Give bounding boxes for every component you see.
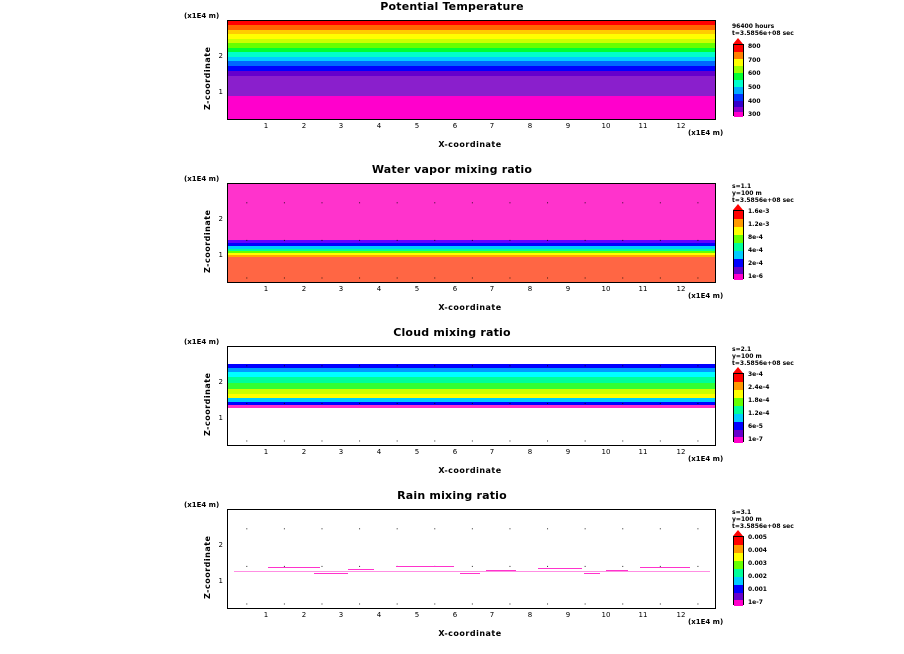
- colorbar-segment: [734, 382, 743, 390]
- y-tick-label: 1: [218, 414, 223, 422]
- x-tick-label: 12: [676, 122, 686, 130]
- plot-area-potential-temperature: [227, 20, 716, 120]
- plot-meta-4: [732, 509, 794, 530]
- colorbar-tick-label: 1.6e-3: [748, 208, 770, 215]
- x-axis-label-1: X-coordinate: [438, 140, 502, 149]
- y-unit-label-2: (x1E4 m): [184, 175, 220, 183]
- y-tick-label: 2: [218, 378, 223, 386]
- colorbar-segment: [734, 80, 743, 87]
- x-tick-label: 8: [527, 448, 533, 456]
- colorbar-2: [733, 210, 744, 279]
- x-tick-label: 1: [263, 611, 269, 619]
- colorbar-tick-label: 1e-7: [748, 599, 763, 606]
- panel-title-water-vapor: Water vapor mixing ratio: [371, 163, 533, 176]
- contour-bands-1: [228, 21, 715, 119]
- x-tick-label: 7: [489, 285, 495, 293]
- y-unit-label-3: (x1E4 m): [184, 338, 220, 346]
- x-axis-label-3: X-coordinate: [438, 466, 502, 475]
- rain-feature-segment: [606, 570, 628, 571]
- colorbar-4: [733, 536, 744, 605]
- x-tick-label: 1: [263, 122, 269, 130]
- x-tick-label: 11: [638, 122, 648, 130]
- colorbar-tick-label: 600: [748, 70, 761, 77]
- x-tick-label: 3: [338, 122, 344, 130]
- plot-area-rain: [227, 509, 716, 609]
- x-tick-label: 7: [489, 122, 495, 130]
- meta-line: t=3.5856e+08 sec: [732, 30, 794, 37]
- colorbar-segment: [734, 45, 743, 52]
- y-unit-label-1: (x1E4 m): [184, 12, 220, 20]
- rain-feature-segment: [396, 566, 454, 567]
- x-tick-label: 7: [489, 448, 495, 456]
- x-tick-label: 4: [376, 611, 382, 619]
- colorbar-tick-label: 2e-4: [748, 260, 763, 267]
- panel-title-cloud: Cloud mixing ratio: [393, 326, 511, 339]
- x-tick-label: 11: [638, 448, 648, 456]
- colorbar-segment: [734, 112, 743, 117]
- meta-line: 96400 hours: [732, 23, 775, 30]
- rain-feature-segment: [460, 573, 480, 574]
- meta-line: t=3.5856e+08 sec: [732, 197, 794, 204]
- x-tick-label: 9: [565, 122, 571, 130]
- y-tick-label: 1: [218, 88, 223, 96]
- colorbar-tick-label: 3e-4: [748, 371, 763, 378]
- colorbar-segment: [734, 430, 743, 437]
- x-tick-label: 3: [338, 448, 344, 456]
- x-tick-label: 4: [376, 122, 382, 130]
- panel-title-potential-temperature: Potential Temperature: [380, 0, 524, 13]
- colorbar-segment: [734, 537, 743, 545]
- x-unit-label-2: (x1E4 m): [688, 292, 724, 300]
- dot-grid-4: [228, 510, 715, 608]
- dot-grid-2: [228, 184, 715, 282]
- colorbar-tick-label: 300: [748, 111, 761, 118]
- x-tick-label: 10: [601, 611, 611, 619]
- x-axis-label-2: X-coordinate: [438, 303, 502, 312]
- y-unit-label-4: (x1E4 m): [184, 501, 220, 509]
- y-tick-label: 1: [218, 577, 223, 585]
- x-unit-label-3: (x1E4 m): [688, 455, 724, 463]
- colorbar-segment: [734, 94, 743, 101]
- plot-meta-3: [732, 346, 794, 367]
- x-tick-label: 11: [638, 611, 648, 619]
- plot-area-water-vapor: [227, 183, 716, 283]
- colorbar-segment: [734, 437, 743, 443]
- colorbar-tick-label: 2.4e-4: [748, 384, 770, 391]
- colorbar-segment: [734, 73, 743, 80]
- colorbar-segment: [734, 227, 743, 235]
- x-tick-label: 7: [489, 611, 495, 619]
- colorbar-segment: [734, 211, 743, 219]
- x-tick-label: 9: [565, 611, 571, 619]
- rain-feature-segment: [486, 570, 516, 571]
- x-tick-label: 5: [414, 611, 420, 619]
- meta-line: y=100 m: [732, 190, 762, 197]
- x-tick-label: 6: [452, 122, 458, 130]
- x-tick-label: 12: [676, 611, 686, 619]
- colorbar-segment: [734, 219, 743, 227]
- colorbar-tick-label: 800: [748, 43, 761, 50]
- colorbar-segment: [734, 600, 743, 606]
- colorbar-segment: [734, 251, 743, 259]
- x-tick-label: 2: [301, 448, 307, 456]
- x-tick-label: 6: [452, 448, 458, 456]
- colorbar-tick-label: 0.004: [748, 547, 767, 554]
- x-tick-label: 2: [301, 611, 307, 619]
- x-tick-label: 9: [565, 285, 571, 293]
- y-tick-label: 2: [218, 215, 223, 223]
- colorbar-tick-label: 500: [748, 84, 761, 91]
- meta-line: t=3.5856e+08 sec: [732, 523, 794, 530]
- colorbar-segment: [734, 374, 743, 382]
- rain-feature-line: [234, 571, 710, 572]
- x-unit-label-1: (x1E4 m): [688, 129, 724, 137]
- meta-line: s=1.1: [732, 183, 752, 190]
- x-tick-label: 5: [414, 122, 420, 130]
- colorbar-segment: [734, 52, 743, 59]
- colorbar-segment: [734, 553, 743, 561]
- meta-line: y=100 m: [732, 516, 762, 523]
- x-unit-label-4: (x1E4 m): [688, 618, 724, 626]
- meta-line: s=2.1: [732, 346, 752, 353]
- x-tick-label: 8: [527, 611, 533, 619]
- x-tick-label: 8: [527, 122, 533, 130]
- colorbar-tick-label: 400: [748, 98, 761, 105]
- colorbar-3: [733, 373, 744, 442]
- rain-feature-segment: [314, 573, 348, 574]
- colorbar-tick-label: 0.001: [748, 586, 767, 593]
- x-tick-label: 6: [452, 285, 458, 293]
- colorbar-segment: [734, 593, 743, 600]
- rain-feature-segment: [584, 573, 600, 574]
- y-axis-label-3: Z-coordinate: [203, 372, 212, 436]
- x-tick-label: 12: [676, 285, 686, 293]
- meta-line: y=100 m: [732, 353, 762, 360]
- rain-feature-segment: [538, 568, 582, 569]
- rain-feature-segment: [348, 569, 374, 570]
- colorbar-tick-label: 700: [748, 57, 761, 64]
- rain-feature-segment: [640, 567, 690, 568]
- plot-meta-2: [732, 183, 794, 204]
- meta-line: t=3.5856e+08 sec: [732, 360, 794, 367]
- colorbar-tick-label: 0.002: [748, 573, 767, 580]
- dot-grid-3: [228, 347, 715, 445]
- meta-line: s=3.1: [732, 509, 752, 516]
- rain-feature-segment: [268, 567, 320, 568]
- panel-potential-temperature: [0, 0, 904, 160]
- x-tick-label: 10: [601, 122, 611, 130]
- band: [228, 76, 715, 96]
- colorbar-tick-label: 0.005: [748, 534, 767, 541]
- x-tick-label: 3: [338, 285, 344, 293]
- y-tick-label: 1: [218, 251, 223, 259]
- x-tick-label: 9: [565, 448, 571, 456]
- x-tick-label: 5: [414, 448, 420, 456]
- panel-cloud-mixing-ratio: [0, 326, 904, 486]
- colorbar-tick-label: 1.8e-4: [748, 397, 770, 404]
- colorbar-segment: [734, 569, 743, 577]
- colorbar-tick-label: 1.2e-3: [748, 221, 770, 228]
- x-tick-label: 4: [376, 448, 382, 456]
- x-tick-label: 5: [414, 285, 420, 293]
- colorbar-tick-label: 1e-6: [748, 273, 763, 280]
- colorbar-segment: [734, 422, 743, 430]
- x-tick-label: 1: [263, 285, 269, 293]
- x-tick-label: 1: [263, 448, 269, 456]
- x-tick-label: 12: [676, 448, 686, 456]
- colorbar-tick-label: 1e-7: [748, 436, 763, 443]
- colorbar-tick-label: 8e-4: [748, 234, 763, 241]
- colorbar-segment: [734, 259, 743, 267]
- plot-meta-1: [732, 23, 794, 37]
- colorbar-segment: [734, 274, 743, 280]
- colorbar-segment: [734, 235, 743, 243]
- x-tick-label: 2: [301, 122, 307, 130]
- x-tick-label: 2: [301, 285, 307, 293]
- y-axis-label-1: Z-coordinate: [203, 46, 212, 110]
- colorbar-segment: [734, 243, 743, 251]
- x-axis-label-4: X-coordinate: [438, 629, 502, 638]
- x-tick-label: 10: [601, 448, 611, 456]
- panel-title-rain: Rain mixing ratio: [397, 489, 507, 502]
- colorbar-segment: [734, 545, 743, 553]
- band: [228, 96, 715, 120]
- colorbar-segment: [734, 585, 743, 593]
- plot-area-cloud: [227, 346, 716, 446]
- colorbar-tick-label: 4e-4: [748, 247, 763, 254]
- colorbar-tick-label: 0.003: [748, 560, 767, 567]
- colorbar-segment: [734, 398, 743, 406]
- panel-rain-mixing-ratio: [0, 489, 904, 654]
- y-axis-label-4: Z-coordinate: [203, 535, 212, 599]
- x-tick-label: 11: [638, 285, 648, 293]
- colorbar-1: [733, 44, 744, 116]
- y-tick-label: 2: [218, 541, 223, 549]
- colorbar-segment: [734, 414, 743, 422]
- x-tick-label: 3: [338, 611, 344, 619]
- x-tick-label: 10: [601, 285, 611, 293]
- colorbar-segment: [734, 390, 743, 398]
- y-axis-label-2: Z-coordinate: [203, 209, 212, 273]
- colorbar-segment: [734, 406, 743, 414]
- colorbar-segment: [734, 87, 743, 94]
- colorbar-segment: [734, 66, 743, 73]
- panel-water-vapor-mixing-ratio: [0, 163, 904, 323]
- colorbar-tick-label: 6e-5: [748, 423, 763, 430]
- x-tick-label: 8: [527, 285, 533, 293]
- colorbar-tick-label: 1.2e-4: [748, 410, 770, 417]
- x-tick-label: 4: [376, 285, 382, 293]
- colorbar-segment: [734, 267, 743, 274]
- colorbar-segment: [734, 577, 743, 585]
- y-tick-label: 2: [218, 52, 223, 60]
- colorbar-segment: [734, 561, 743, 569]
- x-tick-label: 6: [452, 611, 458, 619]
- colorbar-segment: [734, 59, 743, 66]
